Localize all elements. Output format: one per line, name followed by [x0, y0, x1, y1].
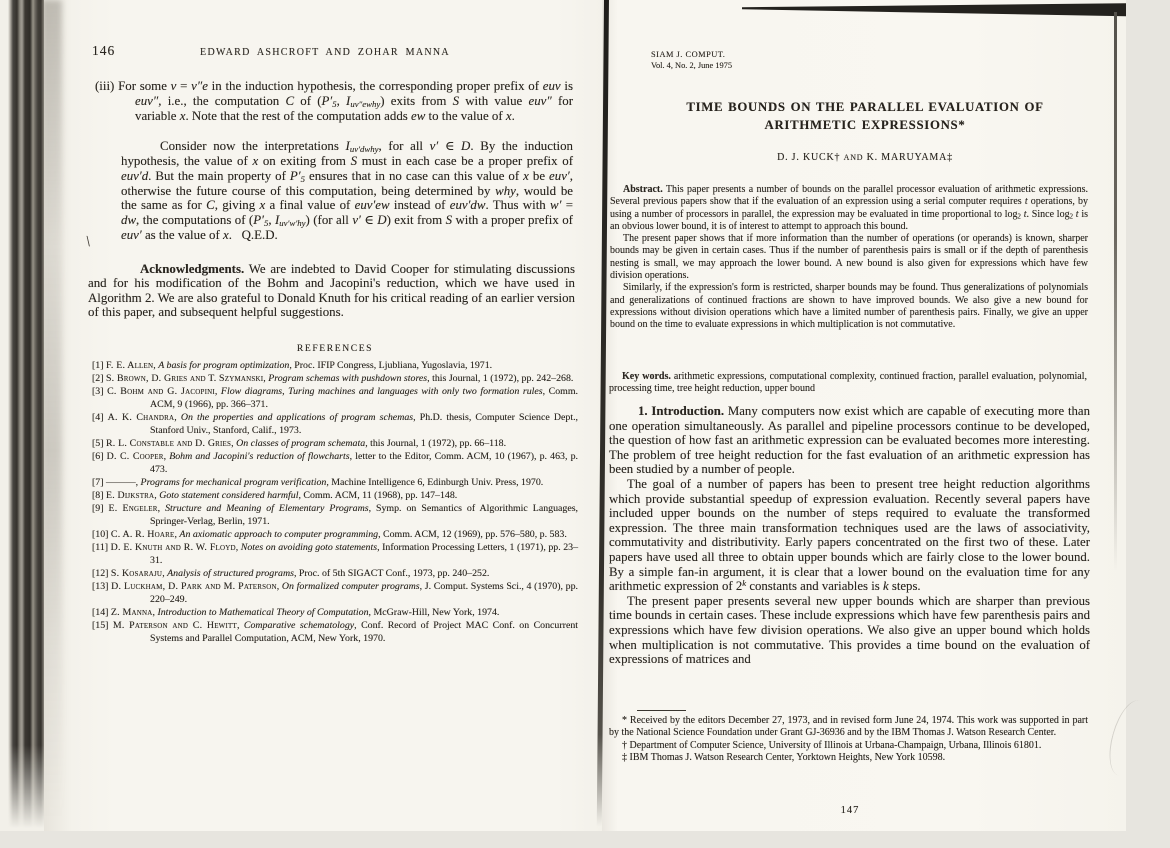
journal-name: SIAM J. COMPUT. [651, 50, 726, 59]
reference-entry: [11] D. E. Knuth and R. W. Floyd, Notes on avoiding goto statements, Information Processing Letters, 1 (1971), pp. 23–31. [92, 542, 579, 566]
keywords-paragraph: Key words. arithmetic expressions, computational complexity, continued fraction, parallel evaluation, polynomial, processing time, tree height reduction, upper bound [609, 371, 1087, 395]
reference-entry: [8] E. Dijkstra, Goto statement considered harmful, Comm. ACM, 11 (1968), pp. 147–148. [92, 490, 458, 501]
binding-shadow-smudge [42, 0, 62, 820]
reference-entry: [5] R. L. Constable and D. Gries, On classes of program schemata, this Journal, 1 (1972), pp. 66–118. [92, 438, 507, 449]
abstract-block [610, 184, 1088, 332]
introduction-section [609, 404, 1090, 667]
reference-entry: [2] S. Brown, D. Gries and T. Szymanski, Program schemas with pushdown stores, this Journal, 1 (1972), pp. 242–268. [92, 373, 574, 384]
introduction-paragraph: The goal of a number of papers has been to present tree height reduction algorithms which provide substantial speedup of expression evaluation. Recently several papers have included upper bounds on the number of steps required to evaluate the transformed expression. The three main transformation techniques used are the laws of associativity, commutativity and distributivity. Early papers concentrated on the first two of these. Later papers have used all three to obtain upper bounds which are fairly close to the lower bound. By a simple fan-in argument, it is clear that a lower bound on the evaluation time for any arithmetic expression of 2$^k$ constants and variables is k steps. [609, 476, 1090, 594]
item-iii-text: For some v = v″e in the induction hypothesis, the corresponding proper prefix of euv is euv″, i.e., the computation C of ($P'_5$, $I_{uv''ewhy}$) exits from S with value euv″ for variable x. Note that the rest of the computation adds ew to the value of x. [118, 79, 573, 123]
footnote-rule [637, 710, 686, 711]
reference-entry: [15] M. Paterson and C. Hewitt, Comparative schematology, Conf. Record of Project MAC Conf. on Concurrent Systems and Parallel Computation, ACM, New York, 1970. [92, 620, 579, 644]
acknowledgments-paragraph: Acknowledgments. We are indebted to David Cooper for stimulating discussions and for his modification of the Bohm and Jacopini's reduction, which we have used in Algorithm 2. We are also grateful to Donald Knuth for his critical reading of an earlier version of this paper, and subsequent helpful suggestions. [88, 262, 575, 320]
proof-paragraph: Consider now the interpretations $I_{uv'dwhy}$, for all v′ ∈ D. By the induction hypothesis, the value of x on exiting from S must in each case be a proper prefix of euv′d. But the main property of $P'_5$ ensures that in no case can this value of x be euv′, otherwise the future course of this computation, being determined by why, would be the same as for C, giving x a final value of euv′ew instead of euv′dw. Thus with w′ = dw, the computations of ($P'_5$, $I_{uv'w'hy}$) (for all v′ ∈ D) exit from S with a proper prefix of euv′ as the value of x. Q.E.D. [121, 139, 573, 243]
reference-entry: [4] A. K. Chandra, On the properties and applications of program schemas, Ph.D. thesis, Computer Science Dept., Stanford Univ., Stanford, Calif., 1973. [92, 412, 579, 436]
reference-entry: [1] F. E. Allen, A basis for program optimization, Proc. IFIP Congress, Ljubliana, Yugoslavia, 1971. [92, 360, 493, 371]
proof-item-iii [95, 79, 573, 124]
authors-line: D. J. KUCK† AND K. MARUYAMA‡ [777, 152, 953, 163]
page-number-left: 146 [92, 43, 116, 58]
reference-entry: [9] E. Engeler, Structure and Meaning of Elementary Programs, Symp. on Semantics of Algorithmic Languages, Springer-Verlag, Berlin, 1971. [92, 503, 579, 527]
abstract-paragraph: The present paper shows that if more information than the number of operations (or operands) is known, sharper bounds may be given in certain cases. Thus if the number of parenthesis pairs is small or if the depth of parenthesis nesting is small, we may approach the lower bound. A new bound is also given for expressions which have few division operations. [610, 233, 1088, 282]
reference-entry: [12] S. Kosaraju, Analysis of structured programs, Proc. of 5th SIGACT Conf., 1973, pp. 240–252. [92, 568, 490, 579]
article-title-line2: ARITHMETIC EXPRESSIONS* [764, 118, 966, 132]
article-title-line1: TIME BOUNDS ON THE PARALLEL EVALUATION OF [686, 100, 1044, 114]
footnotes-block [609, 715, 1088, 765]
journal-volume-line: Vol. 4, No. 2, June 1975 [651, 61, 733, 70]
item-iii-marker: (iii) [95, 79, 115, 93]
abstract-paragraph: Similarly, if the expression's form is restricted, sharper bounds may be found. Thus generalizations of polynomials and generalizations of continued fractions are shown to have improved bounds. We also give a new bound for expressions without division operations which have a limited number of parenthesis pairs. Finally, we give an upper bound on the time to evaluate expressions in which multiplication is not commutative. [610, 282, 1088, 331]
stray-pen-mark: \ [85, 233, 92, 251]
reference-entry: [3] C. Bohm and G. Jacopini, Flow diagrams, Turing machines and languages with only two formation rules, Comm. ACM, 9 (1966), pp. 366–371. [92, 386, 579, 410]
references-heading: REFERENCES [296, 343, 374, 354]
footnote: † Department of Computer Science, University of Illinois at Urbana-Champaign, Urbana, Illinois 61801. [622, 739, 1042, 751]
introduction-paragraph: 1. Introduction. Many computers now exist which are capable of executing more than one operation simultaneously. As parallel and pipeline processors continue to be developed, the question of how fast an arithmetic expression can be evaluated becomes more interesting. The problem of tree height reduction for the fast evaluation of an arithmetic expression has been studied by a number of people. [609, 404, 1090, 477]
reference-entry: [6] D. C. Cooper, Bohm and Jacopini's reduction of flowcharts, letter to the Editor, Comm. ACM, 10 (1967), p. 463, p. 473. [92, 451, 579, 475]
abstract-paragraph: Abstract. This paper presents a number of bounds on the parallel processor evaluation of arithmetic expressions. Several previous papers show that if the evaluation of an expression using a serial computer requires t operations, by using a number of processors in parallel, the expression may be evaluated in time proportional to $\log_2 t$. Since $\log_2 t$ is an obvious lower bound, it is of interest to attempt to approach this bound. [610, 184, 1089, 232]
running-header: EDWARD ASHCROFT AND ZOHAR MANNA [200, 47, 450, 58]
footnote: ‡ IBM Thomas J. Watson Research Center, Yorktown Heights, New York 10598. [622, 752, 946, 764]
right-page-edge-line [1114, 12, 1117, 572]
reference-entry: [7] ———, Programs for mechanical program verification, Machine Intelligence 6, Edinburgh Univ. Press, 1970. [92, 477, 544, 488]
reference-entry: [10] C. A. R. Hoare, An axiomatic approach to computer programming, Comm. ACM, 12 (1969), pp. 576–580, p. 583. [92, 529, 567, 540]
page-number-right: 147 [840, 805, 860, 816]
references-list [90, 359, 578, 645]
footnote: * Received by the editors December 27, 1973, and in revised form June 24, 1974. This work was supported in part by the National Science Foundation under Grant GJ-36936 and by the IBM Thomas J. Watson Research Center. [609, 715, 1088, 739]
reference-entry: [13] D. Luckham, D. Park and M. Paterson, On formalized computer programs, J. Comput. Systems Sci., 4 (1970), pp. 220–249. [92, 581, 578, 605]
reference-entry: [14] Z. Manna, Introduction to Mathematical Theory of Computation, McGraw-Hill, New York, 1974. [92, 607, 500, 618]
binding-stripes-artifact [8, 0, 44, 828]
introduction-paragraph: The present paper presents several new upper bounds which are sharper than previous time bounds in certain cases. These include expressions which have few parenthesis pairs and expressions which have few division operations. We also give an upper bound which holds when multiplication is not commutative. This provides a time bound on the evaluation of expressions of matrices and [609, 593, 1090, 667]
